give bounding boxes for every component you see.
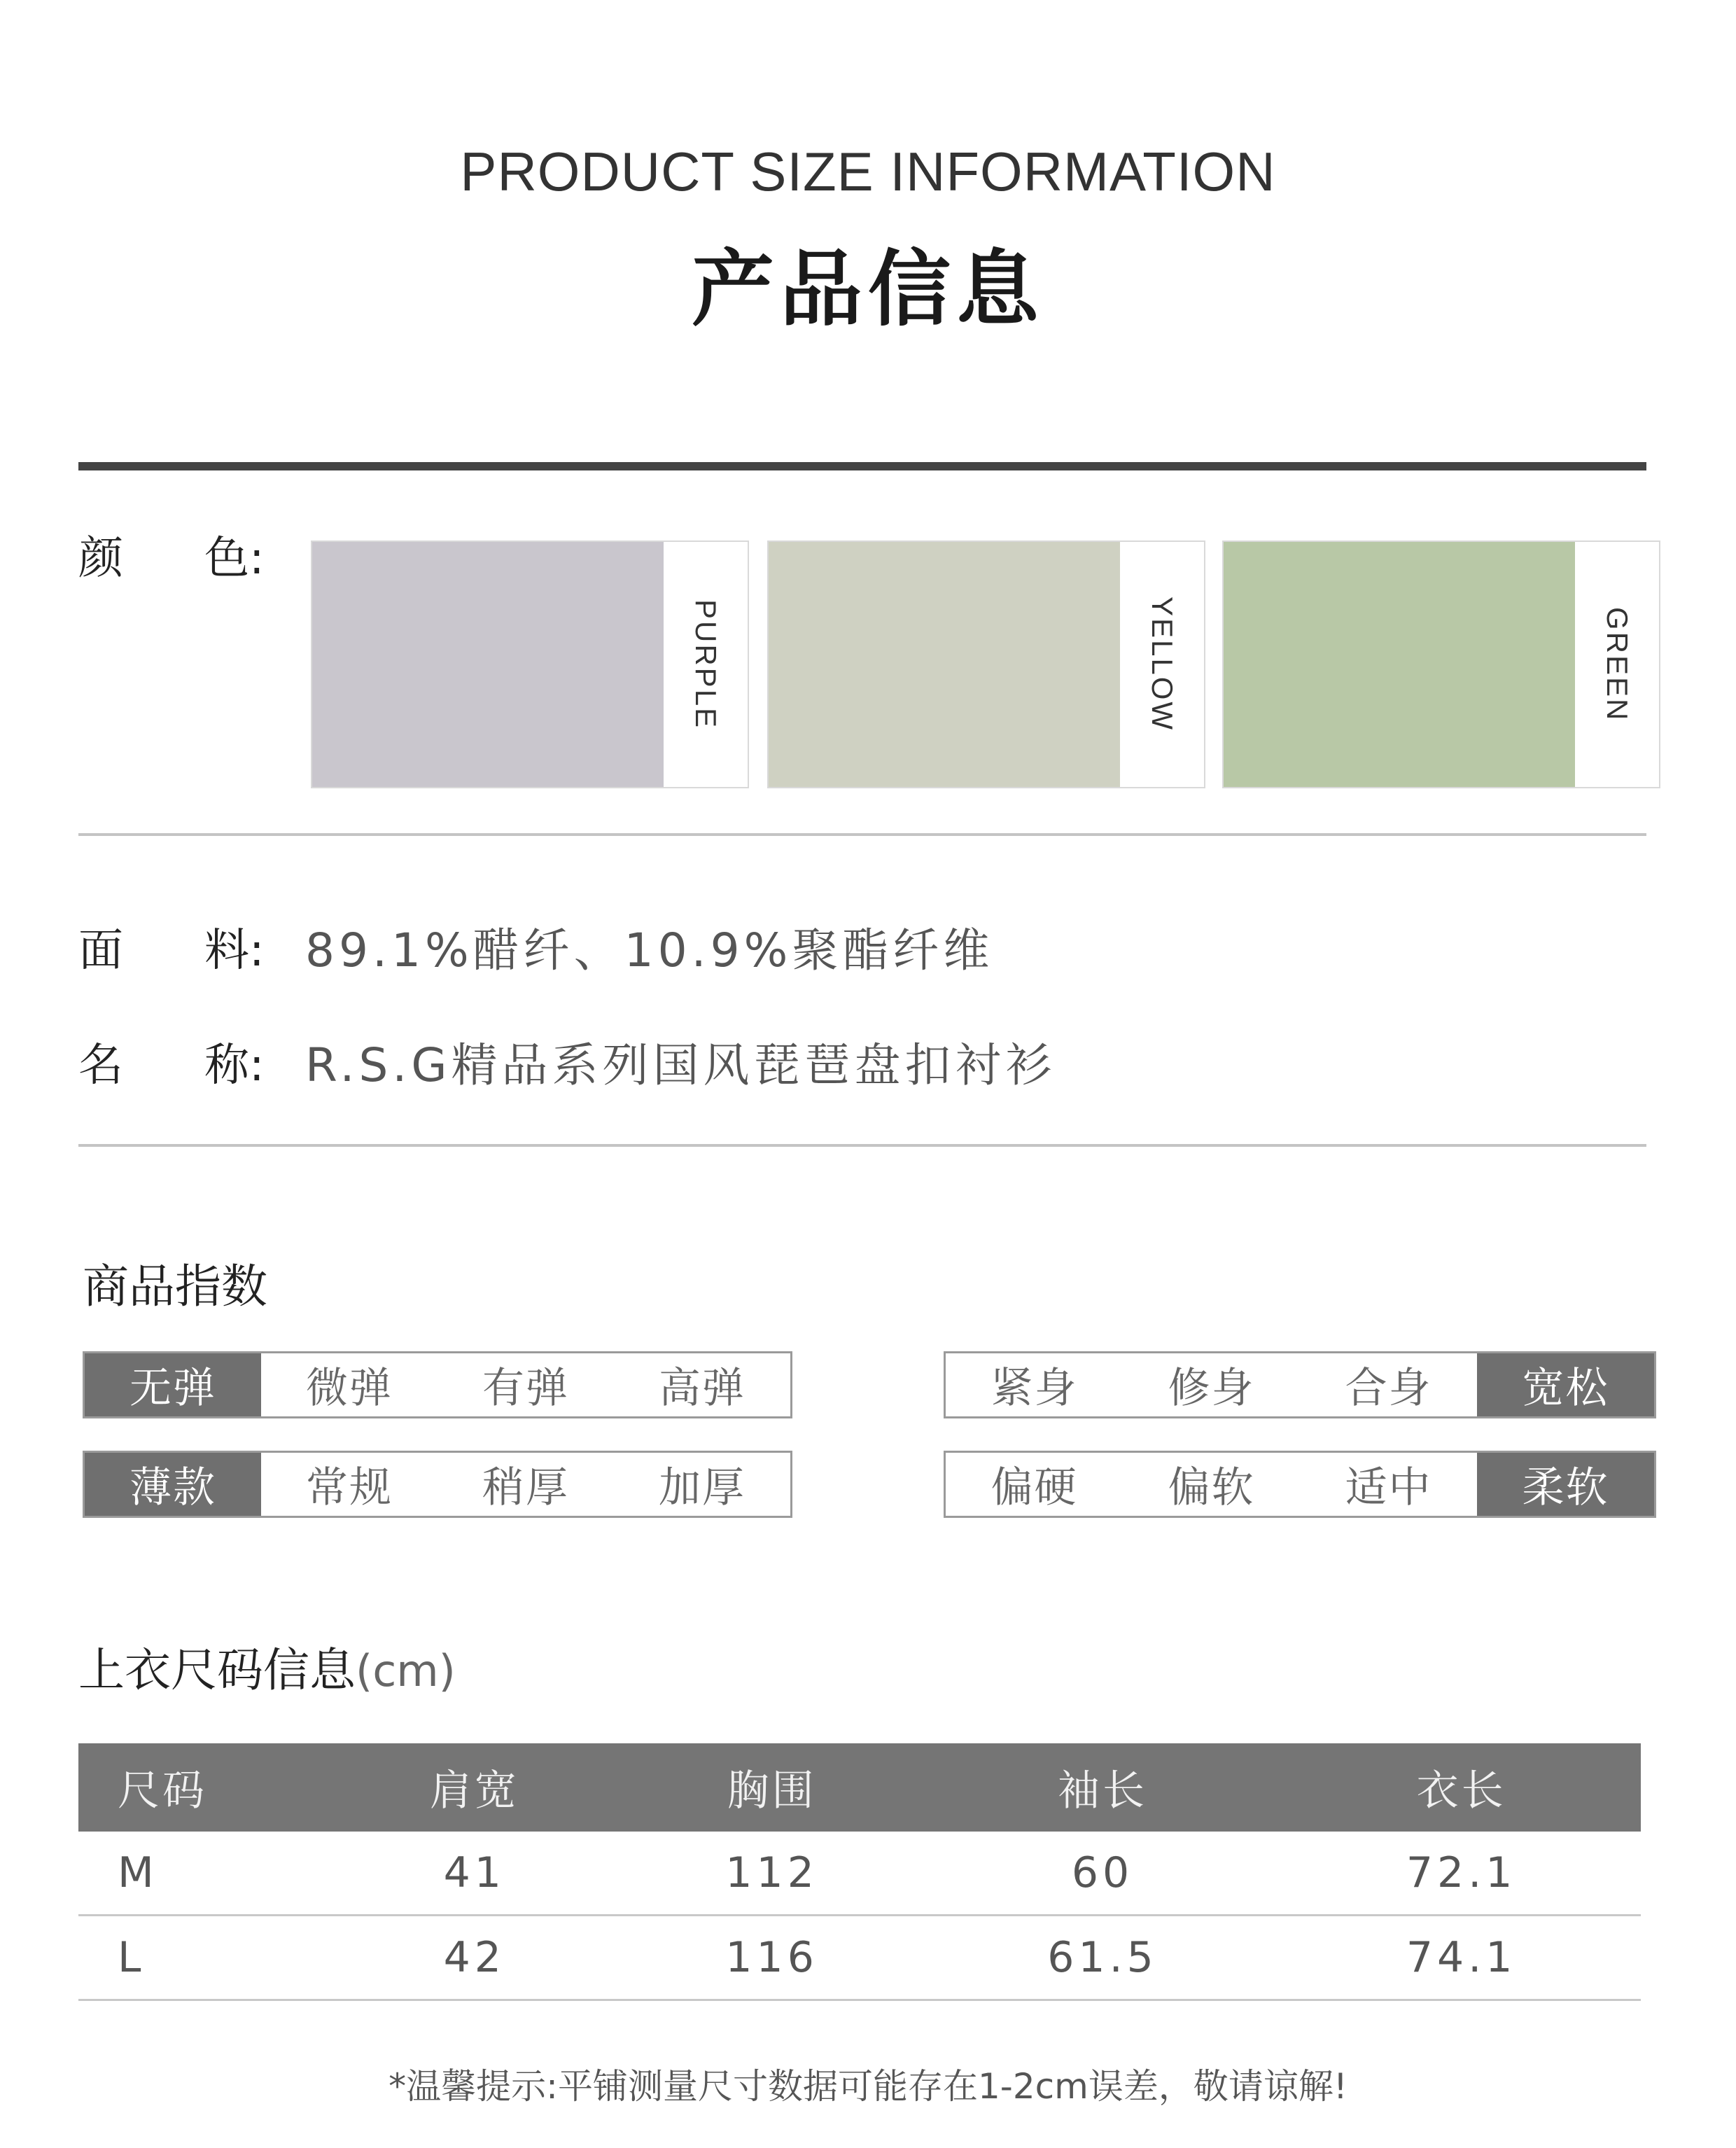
divider [78,1144,1646,1147]
table-cell: 72.1 [1282,1832,1641,1916]
color-label-char1: 颜 [78,533,123,585]
swatch-purple[interactable] [311,541,749,788]
size-table [78,1743,1641,2001]
swatch-yellow-label: YELLOW [1146,597,1179,732]
swatch-green-fabric [1224,542,1575,787]
swatch-green-label: GREEN [1601,606,1634,723]
column-header-size: 尺码 [78,1743,328,1832]
table-cell: L [78,1916,328,2000]
measurement-note: *温馨提示:平铺测量尺寸数据可能存在1-2cm误差，敬请谅解! [388,2066,1348,2107]
thickness-scale [83,1451,792,1518]
scale-option: 常规 [306,1463,393,1512]
fabric-label [78,914,265,979]
scale-option: 合身 [1345,1364,1432,1413]
fabric-label-char2: 料: [204,925,265,977]
scale-option: 偏软 [1168,1463,1255,1512]
scale-option: 适中 [1345,1463,1432,1512]
softness-scale [944,1451,1656,1518]
column-header-sleeve: 袖长 [923,1743,1282,1832]
column-header-length: 衣长 [1282,1743,1641,1832]
elasticity-scale [83,1351,792,1418]
size-table-unit: (cm) [356,1645,456,1696]
scale-option: 微弹 [306,1364,393,1413]
table-row [78,1916,1641,2000]
scale-option-selected: 薄款 [85,1453,261,1516]
header-divider [78,462,1646,470]
scale-option-selected: 无弹 [85,1353,261,1416]
scale-option-selected: 宽松 [1477,1353,1654,1416]
color-label [78,522,265,587]
page-title-english: PRODUCT SIZE INFORMATION [460,141,1276,202]
product-name-value: R.S.G精品系列国风琵琶盘扣衬衫 [305,1038,1056,1092]
name-label-char2: 称: [204,1040,265,1092]
table-header-row [78,1743,1641,1832]
table-cell: 42 [328,1916,621,2000]
fabric-value: 89.1%醋纤、10.9%聚酯纤维 [305,923,994,977]
fabric-label-char1: 面 [78,925,123,977]
scale-option: 有弹 [482,1364,569,1413]
product-name-label [78,1029,265,1094]
product-index-title: 商品指数 [83,1260,267,1313]
table-row [78,1832,1641,1916]
table-cell: 112 [621,1832,923,1916]
fit-scale [944,1351,1656,1418]
column-header-shoulder: 肩宽 [328,1743,621,1832]
page-title-chinese: 产品信息 [691,241,1044,337]
size-table-title [78,1633,456,1699]
table-cell: 61.5 [923,1916,1282,2000]
scale-option-selected: 柔软 [1477,1453,1654,1516]
scale-option: 紧身 [990,1364,1078,1413]
divider [78,833,1646,836]
table-cell: 74.1 [1282,1916,1641,2000]
scale-option: 偏硬 [990,1463,1078,1512]
swatch-green[interactable] [1222,541,1660,788]
scale-option: 稍厚 [482,1463,569,1512]
size-table-title-text: 上衣尺码信息 [78,1643,356,1697]
table-cell: 60 [923,1832,1282,1916]
table-cell: 116 [621,1916,923,2000]
swatch-purple-label: PURPLE [690,599,722,730]
table-cell: M [78,1832,328,1916]
swatch-yellow[interactable] [767,541,1205,788]
table-cell: 41 [328,1832,621,1916]
scale-option: 修身 [1168,1364,1255,1413]
swatch-purple-fabric [312,542,664,787]
swatch-yellow-fabric [769,542,1120,787]
column-header-chest: 胸围 [621,1743,923,1832]
scale-option: 高弹 [659,1364,746,1413]
name-label-char1: 名 [78,1040,123,1092]
scale-option: 加厚 [659,1463,746,1512]
color-label-char2: 色: [204,533,265,585]
